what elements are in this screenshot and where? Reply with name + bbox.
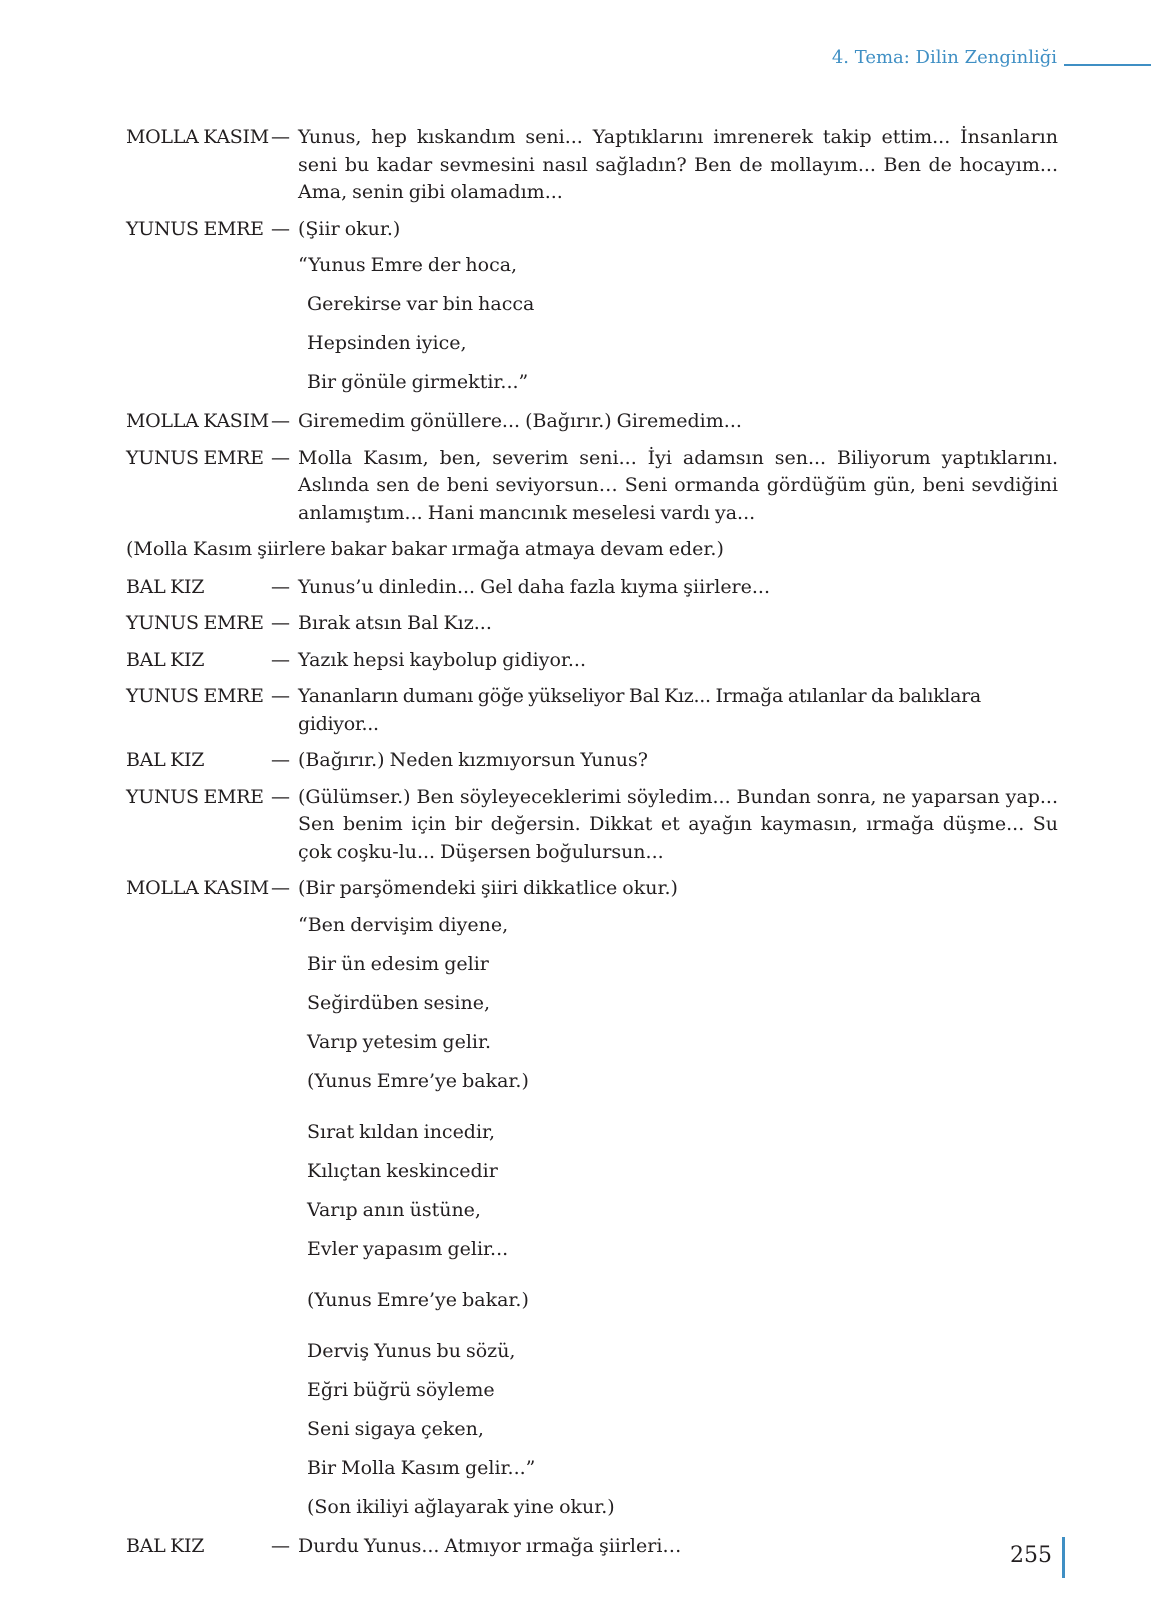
dialogue-line bbox=[126, 216, 1058, 244]
dialogue-text: Yunus, hep kıskandım seni... Yaptıklarını imrenerek takip ettim... İnsanların seni bu kadar sevmesini nasıl sağladın? Ben de mollayım... Ben de hocayım... Ama, senin gibi olamadım... bbox=[298, 126, 1058, 203]
poem-line: “Ben dervişim diyene, bbox=[298, 913, 509, 936]
speaker-name: YUNUS EMRE bbox=[126, 785, 264, 808]
dialogue-text: Yunus’u dinledin... Gel daha fazla kıyma şiirlere... bbox=[298, 575, 771, 598]
dialogue-line bbox=[126, 124, 1058, 207]
dialogue-line bbox=[126, 647, 1058, 675]
poem-line: Bir gönüle girmektir...” bbox=[307, 371, 529, 393]
dialogue-dash: — bbox=[271, 1534, 290, 1557]
poem-line: Evler yapasım gelir... bbox=[307, 1237, 509, 1260]
speaker-name: BAL KIZ bbox=[126, 648, 205, 671]
dialogue-text: Molla Kasım, ben, severim seni... İyi adamsın sen... Biliyorum yaptıklarını. Aslında sen de beni seviyorsun… Seni ormanda gördüğüm gün, beni sevdiğini anlamıştım... Hani mancınık meselesi vardı ya... bbox=[298, 446, 1058, 524]
poem-stage-direction: (Yunus Emre’ye bakar.) bbox=[307, 1288, 529, 1311]
poem-stage-direction: (Yunus Emre’ye bakar.) bbox=[307, 1069, 529, 1092]
dialogue-text: (Bir parşömendeki şiiri dikkatlice okur.) bbox=[298, 877, 678, 899]
dialogue-dash: — bbox=[271, 612, 290, 634]
play-dialogue bbox=[126, 124, 1058, 1569]
speaker-name: YUNUS EMRE bbox=[126, 217, 264, 240]
dialogue-dash: — bbox=[271, 749, 290, 771]
dialogue-dash: — bbox=[271, 575, 290, 598]
dialogue-line bbox=[126, 1533, 1058, 1561]
dialogue-line bbox=[126, 683, 1058, 738]
poem-line: Gerekirse var bin hacca bbox=[307, 293, 535, 315]
page-number: 255 bbox=[1010, 1543, 1052, 1568]
dialogue-line bbox=[126, 574, 1058, 602]
dialogue-text: Yazık hepsi kaybolup gidiyor... bbox=[298, 648, 587, 671]
dialogue-dash: — bbox=[271, 410, 290, 432]
dialogue-dash: — bbox=[271, 785, 290, 808]
dialogue-text: Bırak atsın Bal Kız... bbox=[298, 612, 492, 634]
poem-line: “Yunus Emre der hoca, bbox=[298, 254, 518, 276]
poem-line: Eğri büğrü söyleme bbox=[307, 1378, 495, 1401]
poem-line: Bir Molla Kasım gelir...” bbox=[307, 1456, 536, 1479]
dialogue-line bbox=[126, 445, 1058, 528]
speaker-name: BAL KIZ bbox=[126, 749, 205, 771]
speaker-name: BAL KIZ bbox=[126, 1534, 205, 1557]
poem-line: Kılıçtan keskincedir bbox=[307, 1159, 498, 1182]
dialogue-text: (Bağırır.) Neden kızmıyorsun Yunus? bbox=[298, 749, 648, 771]
dialogue-line bbox=[126, 747, 1058, 775]
poem-line: Bir ün edesim gelir bbox=[307, 952, 489, 975]
speaker-name: YUNUS EMRE bbox=[126, 446, 264, 469]
speaker-name: MOLLA KASIM bbox=[126, 126, 269, 148]
poem-line: Hepsinden iyice, bbox=[307, 332, 467, 354]
dialogue-dash: — bbox=[271, 446, 290, 469]
poem-line: Varıp anın üstüne, bbox=[307, 1198, 481, 1221]
speaker-name: MOLLA KASIM bbox=[126, 410, 269, 432]
poem-block bbox=[126, 252, 1058, 408]
dialogue-text: Yananların dumanı göğe yükseliyor Bal Kız... Irmağa atılanlar da balıklara gidiyor... bbox=[298, 685, 981, 735]
stage-direction: (Molla Kasım şiirlere bakar bakar ırmağa atmaya devam eder.) bbox=[126, 538, 724, 560]
dialogue-text: Giremedim gönüllere... (Bağırır.) Giremedim... bbox=[298, 410, 742, 432]
dialogue-text: Durdu Yunus... Atmıyor ırmağa şiirleri… bbox=[298, 1534, 682, 1557]
dialogue-text: (Şiir okur.) bbox=[298, 217, 401, 240]
speaker-name: MOLLA KASIM bbox=[126, 877, 269, 899]
chapter-title: 4. Tema: Dilin Zenginliği bbox=[831, 47, 1057, 68]
dialogue-text: (Gülümser.) Ben söyleyeceklerimi söyledim... Bundan sonra, ne yaparsan yap... Sen benim için bir değersin. Dikkat et ayağın kaymasın, ırmağa düşme... Su çok coşku-lu... Düşersen boğulursun... bbox=[298, 785, 1058, 863]
dialogue-dash: — bbox=[271, 877, 290, 899]
dialogue-dash: — bbox=[271, 648, 290, 671]
poem-line: Seğirdüben sesine, bbox=[307, 991, 491, 1014]
poem-stage-direction: (Son ikiliyi ağlayarak yine okur.) bbox=[307, 1495, 615, 1518]
page-number-bar bbox=[1062, 1537, 1065, 1578]
dialogue-line bbox=[126, 784, 1058, 867]
dialogue-dash: — bbox=[271, 126, 290, 148]
speaker-name: YUNUS EMRE bbox=[126, 612, 264, 634]
speaker-name: BAL KIZ bbox=[126, 575, 205, 598]
speaker-name: YUNUS EMRE bbox=[126, 685, 264, 707]
poem-line: Varıp yetesim gelir. bbox=[307, 1030, 492, 1053]
dialogue-line bbox=[126, 408, 1058, 436]
dialogue-line bbox=[126, 610, 1058, 638]
header-rule bbox=[1064, 64, 1151, 66]
dialogue-dash: — bbox=[271, 217, 290, 240]
poem-line: Sırat kıldan incedir, bbox=[307, 1120, 496, 1143]
poem-line: Derviş Yunus bu sözü, bbox=[307, 1339, 516, 1362]
poem-block bbox=[126, 912, 1058, 1533]
dialogue-line bbox=[126, 875, 1058, 903]
dialogue-dash: — bbox=[271, 685, 290, 707]
poem-line: Seni sigaya çeken, bbox=[307, 1417, 484, 1440]
